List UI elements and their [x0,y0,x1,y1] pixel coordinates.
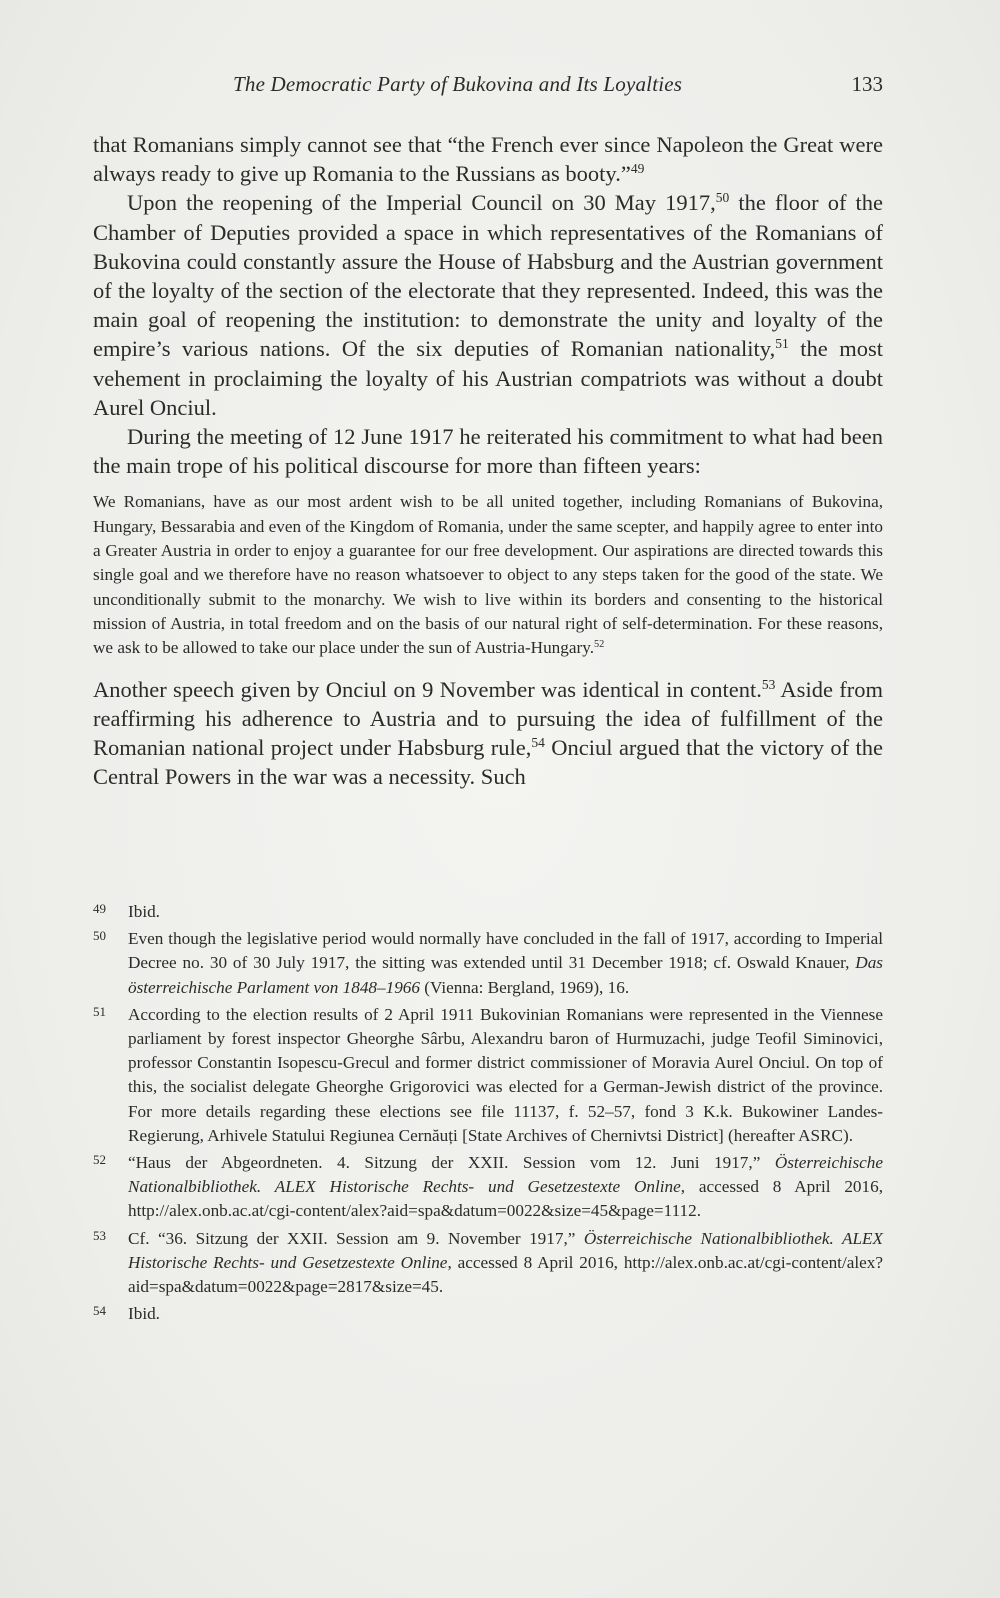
footnote-ref: 54 [531,734,545,750]
paragraph-text: Another speech given by Onciul on 9 November was identical in content. [93,676,762,702]
paragraph-text: the most vehement in proclaiming the loyalty of his Austrian compatriots was without a doubt Aurel Onciul. [93,336,883,420]
footnote-51 [93,1003,883,1148]
footnote-text [128,1153,883,1220]
footnote-text-part: , accessed 8 April 2016, http://alex.onb.ac.at/cgi-content/alex?aid=spa&datum=0022&size=45&page=1112. [128,1177,883,1221]
footnote-text [128,1229,883,1296]
footnote-text-part: According to the election results of 2 April 1911 Bukovinian Romanians were represented in the Viennese parliament by forest inspector Gheorghe Sârbu, Alexandru baron of Hurmuzachi, judge Teofil Siminovici, professor Constantin Isopescu-Grecul and former district commissioner of Moravia Aurel Onciul. On top of this, the socialist delegate Gheorghe Grigorovici was elected for a German-Jewish district of the province. For more details regarding these elections see file 11137, f. 52–57, fond 3 K.k. Bukowiner Landes-Regierung, Arhivele Statului Regiunea Cernăuți [State Archives of Chernivtsi District] (hereafter ASRC). [128,1004,883,1145]
footnote-text [128,1304,160,1323]
paragraph-text: Onciul argued that the victory of the Central Powers in the war was a necessity. Such [93,734,883,790]
paragraph-text: Upon the reopening of the Imperial Council on 30 May 1917, [127,190,716,216]
running-title: The Democratic Party of Bukovina and Its Loyalties [233,72,683,96]
footnote-ref: 52 [594,639,605,651]
paragraph-text: that Romanians simply cannot see that “the French ever since Napoleon the Great were always ready to give up Romania to the Russians as booty.” [93,132,883,187]
footnote-52 [93,1151,883,1224]
footnote-text-part: (Vienna: Bergland, 1969), 16. [419,977,630,997]
footnote-ref: 51 [775,336,789,352]
footnote-number: 54 [93,1303,106,1319]
paragraph-text: the floor of the Chamber of Deputies provided a space in which representatives of the Romanians of Bukovina could constantly assure the House of Habsburg and the Austrian government of the loyalty of the section of the electorate that they represented. Indeed, this was the main goal of reopening the institution: to demonstrate the unity and loyalty of the empire’s various nations. Of the six deputies of Romanian nationality, [93,190,883,362]
footnote-54 [93,1302,883,1326]
paragraph-text: During the meeting of 12 June 1917 he reiterated his commitment to what had been the main trope of his political discourse for more than fifteen years: [93,424,883,479]
paragraph-3 [93,422,883,480]
footnote-ref: 53 [761,676,776,692]
footnote-text-part: Even though the legislative period would normally have concluded in the fall of 1917, according to Imperial Decree no. 30 of 30 July 1917, the sitting was extended until 31 December 1918; cf. Oswald Knauer, [128,929,883,973]
footnote-number: 53 [93,1227,106,1243]
footnote-text-part: Ibid. [128,1304,160,1324]
footnote-text-part: Ibid. [128,902,160,921]
footnote-text [128,1005,883,1145]
footnote-text-part: “Haus der Abgeordneten. 4. Sitzung der XXII. Session vom 12. Juni 1917,” [128,1153,775,1173]
footnote-number: 51 [93,1003,106,1019]
footnote-number: 52 [93,1152,106,1168]
footnote-text-part: , accessed 8 April 2016, http://alex.onb.ac.at/cgi-content/alex?aid=spa&datum=0022&page=2817&size=45. [128,1252,883,1297]
footnote-title: Österreichische Nationalbibliothek. ALEX Historische Rechts- und Gesetzestexte Online [128,1228,883,1272]
quote-text: We Romanians, have as our most ardent wish to be all united together, including Romanians of Bukovina, Hungary, Bessarabia and even of the Kingdom of Romania, under the same scepter, and happily agree to enter into a Greater Austria in order to enjoy a guarantee for our free development. Our aspirations are directed towards this single goal and we therefore have no reason whatsoever to object to any steps taken for the good of the state. We unconditionally submit to the monarchy. We wish to live within its borders and consenting to the historical mission of Austria, in total freedom and on the basis of our natural right of self-determination. For these reasons, we ask to be allowed to take our place under the sun of Austria-Hungary. [93,492,883,658]
footnote-text [128,929,883,996]
footnote-text-part: Cf. “36. Sitzung der XXII. Session am 9. November 1917,” [128,1228,584,1248]
paragraph-1 [93,130,883,188]
footnote-50 [93,927,883,1000]
footnote-title: Österreichische Nationalbibliothek. ALEX Historische Rechts- und Gesetzestexte Online [128,1153,883,1197]
footnote-title: Das österreichische Parlament von 1848–1966 [128,953,883,997]
footnote-53 [93,1227,883,1300]
paragraph-4 [93,675,883,792]
footnotes [93,900,883,1329]
footnote-number: 50 [93,928,106,944]
footnote-number: 49 [93,901,106,916]
paragraph-2 [93,188,883,422]
paragraph-text: Aside from reaffirming his adherence to Austria and to pursuing the idea of fulfillment of the Romanian national project under Habsburg rule, [93,676,883,760]
page-number: 133 [851,72,883,96]
page-header [93,72,883,102]
main-text [93,130,883,791]
footnote-ref: 49 [630,161,645,177]
footnote-text [128,902,160,921]
footnote-49 [93,900,883,924]
block-quote [93,490,883,660]
footnote-ref: 50 [715,190,730,206]
